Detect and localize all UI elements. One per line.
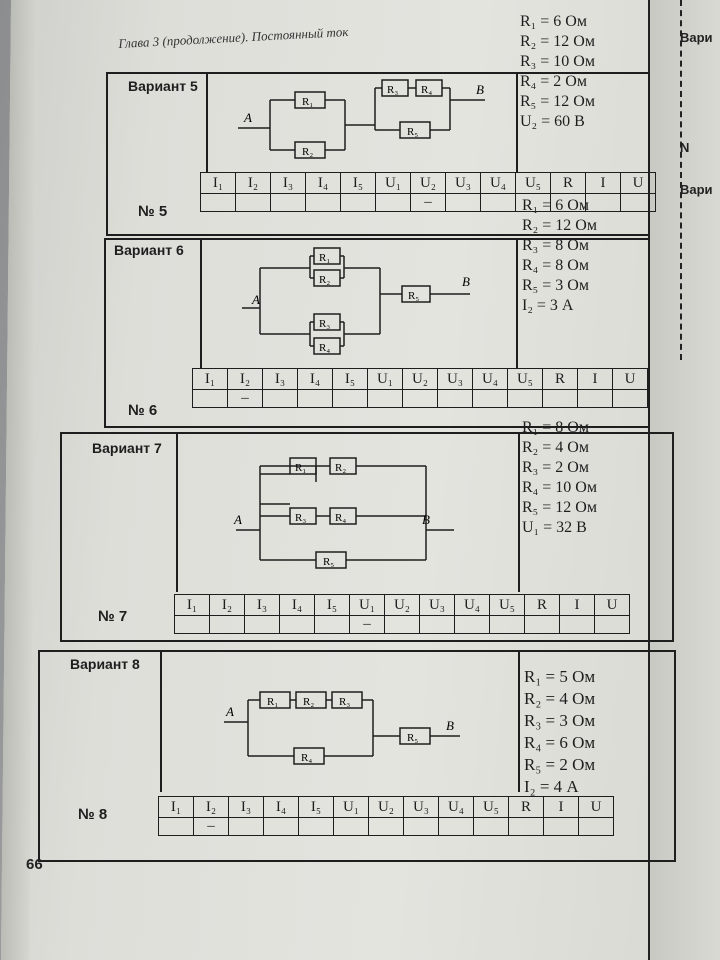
answer-cell[interactable] bbox=[613, 390, 648, 408]
variant-title: Вариант 8 bbox=[70, 656, 140, 672]
variant-number: № 7 bbox=[98, 608, 128, 625]
answer-cell[interactable] bbox=[264, 818, 299, 836]
variant-block-8 bbox=[0, 650, 690, 870]
param-known: U₂ = 60 В bbox=[520, 113, 585, 130]
resistor-r5-label: R₅ bbox=[407, 732, 419, 744]
param-r2: R₂ = 4 Ом bbox=[524, 689, 596, 708]
param-r4: R₄ = 6 Ом bbox=[524, 733, 596, 752]
variant-title: Вариант 7 bbox=[92, 440, 162, 456]
answer-cell[interactable] bbox=[299, 818, 334, 836]
answer-cell[interactable] bbox=[229, 818, 264, 836]
param-r2: R₂ = 4 Ом bbox=[522, 439, 589, 456]
hdr-i3: I₃ bbox=[271, 173, 306, 194]
answer-cell[interactable] bbox=[159, 818, 194, 836]
answer-cell[interactable] bbox=[280, 616, 315, 634]
answer-cell[interactable] bbox=[334, 818, 369, 836]
param-r5: R₅ = 3 Ом bbox=[522, 277, 589, 294]
resistor-r2-label: R₂ bbox=[335, 462, 347, 474]
hdr-i3: I₃ bbox=[245, 595, 280, 616]
answer-cell[interactable] bbox=[376, 194, 411, 212]
answer-table bbox=[174, 594, 630, 634]
hdr-i5: I₅ bbox=[333, 369, 368, 390]
hdr-u: U bbox=[613, 369, 648, 390]
resistor-r4-label: R₄ bbox=[319, 342, 331, 354]
resistor-r1-label: R₁ bbox=[319, 252, 331, 264]
next-page-label-1: Вари bbox=[680, 30, 713, 45]
hdr-u: U bbox=[621, 173, 656, 194]
param-r4: R₄ = 8 Ом bbox=[522, 257, 589, 274]
hdr-i2: I₂ bbox=[210, 595, 245, 616]
known-cell: – bbox=[228, 390, 263, 408]
hdr-i: I bbox=[586, 173, 621, 194]
resistor-r2-label: R₂ bbox=[302, 146, 314, 158]
param-r2: R₂ = 12 Ом bbox=[522, 217, 597, 234]
answer-cell[interactable] bbox=[474, 818, 509, 836]
known-cell: – bbox=[194, 818, 229, 836]
param-known: U₁ = 32 В bbox=[522, 519, 587, 536]
answer-cell[interactable] bbox=[481, 194, 516, 212]
hdr-u4: U₄ bbox=[455, 595, 490, 616]
answer-cell[interactable] bbox=[490, 616, 525, 634]
param-r3: R₃ = 8 Ом bbox=[522, 237, 589, 254]
param-known: I₂ = 3 А bbox=[522, 297, 574, 314]
node-b-label: B bbox=[476, 82, 484, 97]
hdr-u3: U₃ bbox=[420, 595, 455, 616]
answer-cell[interactable] bbox=[201, 194, 236, 212]
answer-cell[interactable] bbox=[236, 194, 271, 212]
param-r4: R₄ = 10 Ом bbox=[522, 479, 597, 496]
answer-cell[interactable] bbox=[263, 390, 298, 408]
variant-number: № 6 bbox=[128, 402, 158, 419]
circuit-diagram-7 bbox=[226, 444, 506, 584]
answer-cell[interactable] bbox=[578, 390, 613, 408]
circuit-diagram-6 bbox=[230, 242, 500, 368]
node-b-label: B bbox=[446, 718, 454, 733]
chapter-header: Глава 3 (продолжение). Постоянный ток bbox=[118, 23, 349, 51]
hdr-i4: I₄ bbox=[306, 173, 341, 194]
resistor-r5-label: R₅ bbox=[323, 556, 335, 568]
resistor-r5-label: R₅ bbox=[407, 126, 419, 138]
answer-cell[interactable] bbox=[341, 194, 376, 212]
hdr-u2: U₂ bbox=[411, 173, 446, 194]
answer-cell[interactable] bbox=[210, 616, 245, 634]
node-a-label: A bbox=[252, 292, 260, 307]
resistor-r2-label: R₂ bbox=[303, 696, 315, 708]
answer-table bbox=[158, 796, 614, 836]
resistor-r1-label: R₁ bbox=[295, 462, 307, 474]
hdr-r: R bbox=[543, 369, 578, 390]
hdr-i4: I₄ bbox=[264, 797, 299, 818]
resistor-r4-label: R₄ bbox=[301, 752, 313, 764]
param-r3: R₃ = 2 Ом bbox=[522, 459, 589, 476]
hdr-r: R bbox=[551, 173, 586, 194]
answer-cell[interactable] bbox=[315, 616, 350, 634]
hdr-i: I bbox=[560, 595, 595, 616]
hdr-u3: U₃ bbox=[446, 173, 481, 194]
answer-cell[interactable] bbox=[438, 390, 473, 408]
next-page-label-2: N bbox=[680, 140, 690, 155]
variant-number: № 8 bbox=[78, 806, 108, 823]
resistor-r1-label: R₁ bbox=[267, 696, 279, 708]
hdr-u: U bbox=[579, 797, 614, 818]
resistor-r5-label: R₅ bbox=[408, 290, 420, 302]
hdr-i1: I₁ bbox=[159, 797, 194, 818]
variant-title: Вариант 6 bbox=[114, 242, 184, 258]
known-cell: – bbox=[411, 194, 446, 212]
param-r1: R₁ = 5 Ом bbox=[524, 667, 596, 686]
hdr-i5: I₅ bbox=[341, 173, 376, 194]
param-r1: R₁ = 6 Ом bbox=[522, 197, 589, 214]
answer-cell[interactable] bbox=[333, 390, 368, 408]
resistor-r2-label: R₂ bbox=[319, 274, 331, 286]
circuit-diagram-8 bbox=[218, 680, 488, 780]
param-r3: R₃ = 10 Ом bbox=[520, 53, 595, 70]
hdr-u5: U₅ bbox=[490, 595, 525, 616]
node-a-label: A bbox=[226, 704, 234, 719]
hdr-u3: U₃ bbox=[438, 369, 473, 390]
answer-cell[interactable] bbox=[298, 390, 333, 408]
circuit-diagram-5 bbox=[230, 70, 500, 170]
answer-cell[interactable] bbox=[473, 390, 508, 408]
node-b-label: B bbox=[462, 274, 470, 289]
hdr-u2: U₂ bbox=[403, 369, 438, 390]
answer-cell[interactable] bbox=[420, 616, 455, 634]
variant-title: Вариант 5 bbox=[128, 78, 198, 94]
answer-cell[interactable] bbox=[446, 194, 481, 212]
param-r5: R₅ = 2 Ом bbox=[524, 755, 596, 774]
hdr-i1: I₁ bbox=[201, 173, 236, 194]
hdr-u1: U₁ bbox=[350, 595, 385, 616]
hdr-i4: I₄ bbox=[280, 595, 315, 616]
hdr-u: U bbox=[595, 595, 630, 616]
answer-cell[interactable] bbox=[369, 818, 404, 836]
variant-number: № 5 bbox=[138, 203, 168, 220]
given-values bbox=[522, 196, 597, 316]
answer-cell[interactable] bbox=[525, 616, 560, 634]
answer-cell[interactable] bbox=[385, 616, 420, 634]
hdr-u1: U₁ bbox=[368, 369, 403, 390]
hdr-i3: I₃ bbox=[229, 797, 264, 818]
answer-cell[interactable] bbox=[544, 818, 579, 836]
param-r5: R₅ = 12 Ом bbox=[522, 499, 597, 516]
given-values bbox=[524, 666, 595, 798]
param-known: I₂ = 4 А bbox=[524, 777, 579, 796]
hdr-u4: U₄ bbox=[481, 173, 516, 194]
answer-cell[interactable] bbox=[621, 194, 656, 212]
answer-cell[interactable] bbox=[245, 616, 280, 634]
hdr-r: R bbox=[509, 797, 544, 818]
resistor-r4-label: R₄ bbox=[421, 84, 433, 96]
hdr-i1: I₁ bbox=[193, 369, 228, 390]
param-r4: R₄ = 2 Ом bbox=[520, 73, 587, 90]
hdr-i: I bbox=[578, 369, 613, 390]
hdr-u5: U₅ bbox=[508, 369, 543, 390]
hdr-i4: I₄ bbox=[298, 369, 333, 390]
resistor-r1-label: R₁ bbox=[302, 96, 314, 108]
param-r2: R₂ = 12 Ом bbox=[520, 33, 595, 50]
hdr-u1: U₁ bbox=[376, 173, 411, 194]
answer-cell[interactable] bbox=[543, 390, 578, 408]
param-r1: R₁ = 8 Ом bbox=[522, 419, 589, 436]
node-a-label: A bbox=[244, 110, 252, 125]
hdr-i2: I₂ bbox=[228, 369, 263, 390]
hdr-u5: U₅ bbox=[474, 797, 509, 818]
resistor-r3-label: R₃ bbox=[319, 318, 331, 330]
answer-cell[interactable] bbox=[509, 818, 544, 836]
hdr-r: R bbox=[525, 595, 560, 616]
answer-cell[interactable] bbox=[595, 616, 630, 634]
resistor-r3-label: R₃ bbox=[295, 512, 307, 524]
resistor-r4-label: R₄ bbox=[335, 512, 347, 524]
next-page-label-3: Вари bbox=[680, 182, 713, 197]
answer-cell[interactable] bbox=[455, 616, 490, 634]
page-number: 66 bbox=[26, 856, 43, 873]
answer-cell[interactable] bbox=[403, 390, 438, 408]
hdr-i1: I₁ bbox=[175, 595, 210, 616]
hdr-i3: I₃ bbox=[263, 369, 298, 390]
answer-cell[interactable] bbox=[404, 818, 439, 836]
answer-cell[interactable] bbox=[193, 390, 228, 408]
hdr-u5: U₅ bbox=[516, 173, 551, 194]
resistor-r3-label: R₃ bbox=[339, 696, 351, 708]
hdr-i: I bbox=[544, 797, 579, 818]
hdr-u3: U₃ bbox=[404, 797, 439, 818]
answer-cell[interactable] bbox=[560, 616, 595, 634]
hdr-i2: I₂ bbox=[194, 797, 229, 818]
node-a-label: A bbox=[234, 512, 242, 527]
hdr-i5: I₅ bbox=[315, 595, 350, 616]
resistor-r3-label: R₃ bbox=[387, 84, 399, 96]
answer-cell[interactable] bbox=[271, 194, 306, 212]
answer-cell[interactable] bbox=[175, 616, 210, 634]
hdr-u2: U₂ bbox=[369, 797, 404, 818]
param-r3: R₃ = 3 Ом bbox=[524, 711, 596, 730]
variant-block-7 bbox=[0, 419, 690, 646]
known-cell: – bbox=[350, 616, 385, 634]
hdr-i5: I₅ bbox=[299, 797, 334, 818]
hdr-u2: U₂ bbox=[385, 595, 420, 616]
answer-cell[interactable] bbox=[508, 390, 543, 408]
hdr-u4: U₄ bbox=[473, 369, 508, 390]
hdr-i2: I₂ bbox=[236, 173, 271, 194]
answer-table bbox=[192, 368, 648, 408]
answer-cell[interactable] bbox=[579, 818, 614, 836]
node-b-label: B bbox=[422, 512, 430, 527]
given-values bbox=[522, 418, 597, 538]
param-r1: R₁ = 6 Ом bbox=[520, 13, 587, 30]
hdr-u4: U₄ bbox=[439, 797, 474, 818]
answer-cell[interactable] bbox=[306, 194, 341, 212]
given-values bbox=[520, 12, 595, 132]
param-r5: R₅ = 12 Ом bbox=[520, 93, 595, 110]
answer-cell[interactable] bbox=[439, 818, 474, 836]
hdr-u1: U₁ bbox=[334, 797, 369, 818]
answer-cell[interactable] bbox=[368, 390, 403, 408]
